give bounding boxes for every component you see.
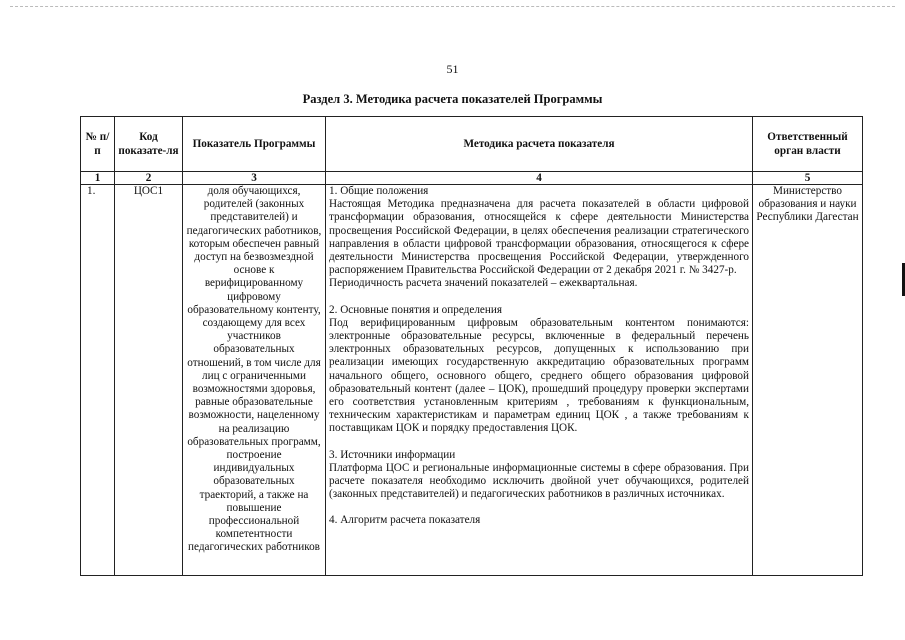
method-section-4-title: 4. Алгоритм расчета показателя — [329, 514, 481, 527]
header-row — [81, 117, 863, 172]
method-section-3-text: Платформа ЦОС и региональные информационные системы в сфере образования. При расчете показателя необходимо исключить двойной учет обучающихся, родителей (законных представителей) и педагогических работников в различных источниках. — [329, 461, 749, 501]
indicator-code: ЦОС1 — [115, 185, 183, 576]
method-section-1-text: Настоящая Методика предназначена для расчета показателей в области цифровой трансформации образования, относящейся к сфере деятельности Министерства просвещения Российской Федерации, в целях обеспечения реализации стратегического направления в области цифровой трансформации образования, относящегося к сфере деятельности Министерства просвещения Российской Федерации, утвержденного распоряжением Правительства Российской Федерации от 2 декабря 2021 г. № 3427-р. — [329, 198, 749, 277]
column-number: 4 — [326, 172, 753, 185]
header-method: Методика расчета показателя — [326, 117, 753, 172]
method-section-2-text: Под верифицированным цифровым образовательным контентом понимаются: электронные образовательные ресурсы, включенные в федеральный перечень электронных образовательных ресурсов, допущенных к использованию при реализации имеющих государственную аккредитацию образовательных программ начального общего, основного общего, среднего общего образования цифровой образовательный контент (далее – ЦОК), прошедший процедуру проверки экспертами его соответствия установленным критериям , требованиям к функциональным, техническим характеристикам и параметрам единиц ЦОК , а также требованиям к поставщикам ЦОК и порядку предоставления ЦОК. — [329, 316, 749, 435]
column-number: 1 — [81, 172, 115, 185]
column-number: 5 — [753, 172, 863, 185]
indicator-description: доля обучающихся, родителей (законных представителей) и педагогических работников, которым обеспечен равный доступ на безвозмездной основе к верифицированному цифровому образовательному контенту, создающему для всех участников образовательных отношений, в том числе для лиц с ограниченными возможностями здоровья, равные образовательные возможности, нацеленному на реализацию образовательных программ, построение индивидуальных образовательных траекторий, а также на повышение профессиональной компетентности педагогических работников — [183, 185, 326, 576]
scan-top-edge — [10, 6, 895, 7]
method-section-1-period: Периодичность расчета значений показателей – ежеквартальная. — [329, 277, 638, 290]
method-section-3-title: 3. Источники информации — [329, 448, 456, 461]
method-section-2-title: 2. Основные понятия и определения — [329, 303, 502, 316]
indicators-table — [80, 116, 863, 576]
table-row — [81, 185, 863, 576]
method-cell — [326, 185, 753, 576]
column-number: 2 — [115, 172, 183, 185]
header-organ: Ответственный орган власти — [753, 117, 863, 172]
column-number-row — [81, 172, 863, 185]
page-number: 51 — [446, 62, 459, 76]
row-number: 1. — [81, 185, 115, 576]
method-section-1-title: 1. Общие положения — [329, 185, 429, 197]
header-num: № п/п — [81, 117, 115, 172]
column-number: 3 — [183, 172, 326, 185]
section-title: Раздел 3. Методика расчета показателей Программы — [302, 92, 603, 106]
header-code: Код показате-ля — [115, 117, 183, 172]
responsible-organ: Министерство образования и науки Республики Дагестан — [753, 185, 863, 576]
header-indicator: Показатель Программы — [183, 117, 326, 172]
